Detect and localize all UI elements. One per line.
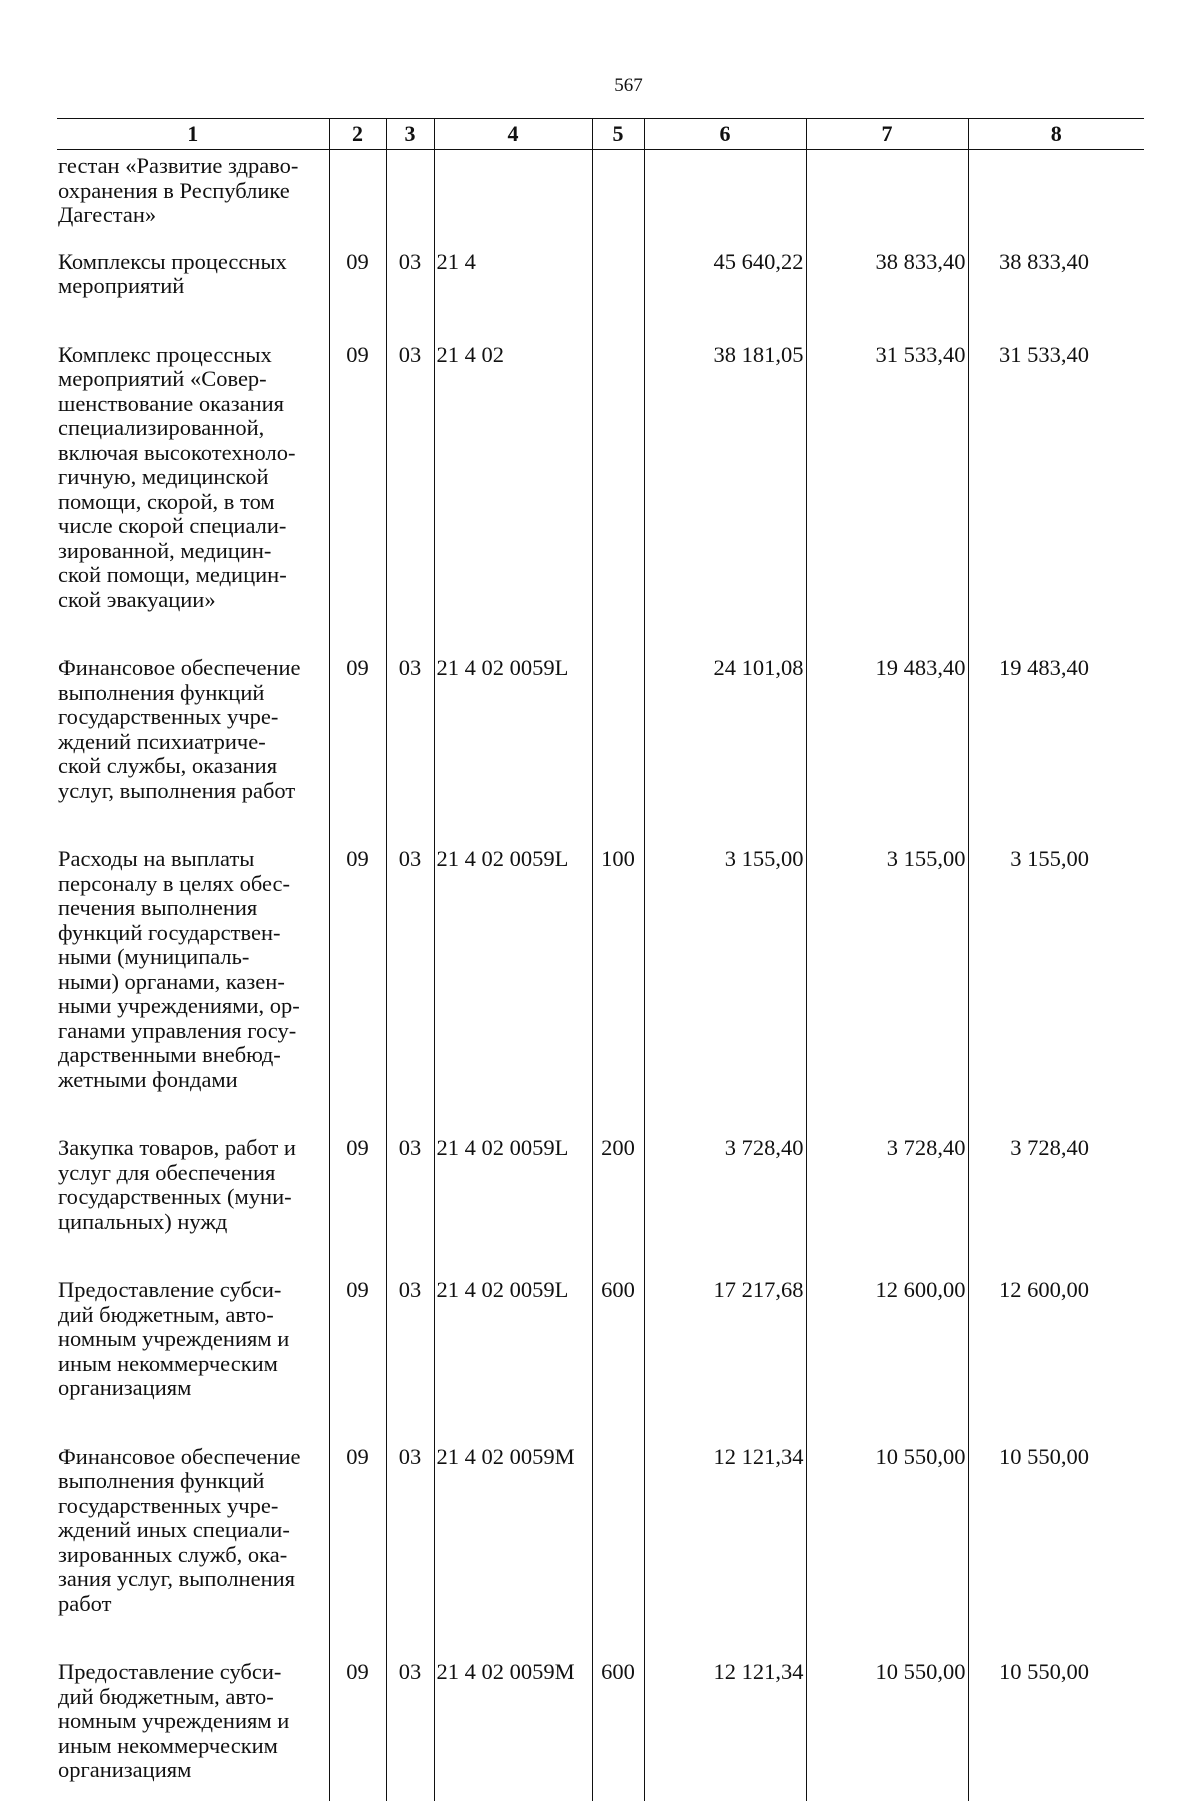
- amount-col8-cell: 38 833,40: [968, 236, 1144, 329]
- column-header: 4: [434, 119, 592, 150]
- article-code-cell: 21 4 02 0059M: [434, 1646, 592, 1801]
- subsection-code-cell: 03: [386, 642, 434, 833]
- section-code-cell: [329, 150, 386, 236]
- amount-col7-cell: 10 550,00: [806, 1431, 968, 1647]
- table-body: [57, 150, 1144, 1801]
- amount-col7-cell: 10 550,00: [806, 1646, 968, 1801]
- amount-col7-cell: 3 728,40: [806, 1122, 968, 1264]
- expense-type-cell: 100: [592, 833, 644, 1122]
- subsection-code-cell: [386, 150, 434, 236]
- column-header: 3: [386, 119, 434, 150]
- article-code-cell: 21 4 02 0059L: [434, 642, 592, 833]
- table-row: [57, 642, 1144, 833]
- amount-col6-cell: 3 155,00: [644, 833, 806, 1122]
- amount-col6-cell: 12 121,34: [644, 1431, 806, 1647]
- column-header: 2: [329, 119, 386, 150]
- page-number: 567: [614, 75, 643, 96]
- table-row: [57, 150, 1144, 236]
- section-code-cell: 09: [329, 329, 386, 643]
- expense-type-cell: [592, 1431, 644, 1647]
- amount-col8-cell: 10 550,00: [968, 1646, 1144, 1801]
- row-name-cell: Комплексы процессных мероприятий: [57, 236, 329, 329]
- amount-col7-cell: 38 833,40: [806, 236, 968, 329]
- amount-col6-cell: 45 640,22: [644, 236, 806, 329]
- article-code-cell: [434, 150, 592, 236]
- amount-col8-cell: 19 483,40: [968, 642, 1144, 833]
- budget-table: [57, 118, 1144, 1801]
- subsection-code-cell: 03: [386, 1122, 434, 1264]
- row-name-cell: Комплекс процессных мероприятий «Совер- шенствование оказания специализированной, включая высокотехноло- гичную, медицинской помощи, скорой, в том числе скорой специали- зированной, медицин- ской помощи, медицин- ской эвакуации»: [57, 329, 329, 643]
- expense-type-cell: [592, 236, 644, 329]
- section-code-cell: 09: [329, 1646, 386, 1801]
- subsection-code-cell: 03: [386, 236, 434, 329]
- section-code-cell: 09: [329, 236, 386, 329]
- subsection-code-cell: 03: [386, 833, 434, 1122]
- article-code-cell: 21 4: [434, 236, 592, 329]
- budget-table-container: [57, 118, 1144, 1801]
- article-code-cell: 21 4 02 0059L: [434, 1122, 592, 1264]
- column-header: 6: [644, 119, 806, 150]
- section-code-cell: 09: [329, 1264, 386, 1431]
- row-name-cell: Предоставление субси- дий бюджетным, авто- номным учреждениям и иным некоммерческим организациям: [57, 1646, 329, 1801]
- expense-type-cell: 600: [592, 1646, 644, 1801]
- amount-col6-cell: 17 217,68: [644, 1264, 806, 1431]
- expense-type-cell: [592, 329, 644, 643]
- expense-type-cell: [592, 642, 644, 833]
- row-name-cell: Предоставление субси- дий бюджетным, авто- номным учреждениям и иным некоммерческим организациям: [57, 1264, 329, 1431]
- amount-col8-cell: 12 600,00: [968, 1264, 1144, 1431]
- expense-type-cell: 600: [592, 1264, 644, 1431]
- section-code-cell: 09: [329, 1431, 386, 1647]
- row-name-cell: Закупка товаров, работ и услуг для обеспечения государственных (муни- ципальных) нужд: [57, 1122, 329, 1264]
- table-row: [57, 833, 1144, 1122]
- subsection-code-cell: 03: [386, 1264, 434, 1431]
- article-code-cell: 21 4 02 0059L: [434, 1264, 592, 1431]
- amount-col6-cell: [644, 150, 806, 236]
- row-name-cell: Финансовое обеспечение выполнения функций государственных учре- ждений психиатриче- ской службы, оказания услуг, выполнения работ: [57, 642, 329, 833]
- table-row: [57, 1122, 1144, 1264]
- section-code-cell: 09: [329, 833, 386, 1122]
- table-row: [57, 1264, 1144, 1431]
- table-header-row: [57, 119, 1144, 150]
- column-header: 1: [57, 119, 329, 150]
- column-header: 8: [968, 119, 1144, 150]
- article-code-cell: 21 4 02: [434, 329, 592, 643]
- subsection-code-cell: 03: [386, 1646, 434, 1801]
- section-code-cell: 09: [329, 1122, 386, 1264]
- column-header: 5: [592, 119, 644, 150]
- amount-col7-cell: 19 483,40: [806, 642, 968, 833]
- amount-col8-cell: 3 728,40: [968, 1122, 1144, 1264]
- amount-col7-cell: [806, 150, 968, 236]
- amount-col7-cell: 3 155,00: [806, 833, 968, 1122]
- table-row: [57, 1431, 1144, 1647]
- table-row: [57, 1646, 1144, 1801]
- article-code-cell: 21 4 02 0059M: [434, 1431, 592, 1647]
- row-name-cell: гестан «Развитие здраво- охранения в Республике Дагестан»: [57, 150, 329, 236]
- amount-col6-cell: 24 101,08: [644, 642, 806, 833]
- amount-col8-cell: 31 533,40: [968, 329, 1144, 643]
- amount-col8-cell: [968, 150, 1144, 236]
- subsection-code-cell: 03: [386, 329, 434, 643]
- section-code-cell: 09: [329, 642, 386, 833]
- amount-col7-cell: 12 600,00: [806, 1264, 968, 1431]
- amount-col7-cell: 31 533,40: [806, 329, 968, 643]
- table-row: [57, 236, 1144, 329]
- amount-col8-cell: 10 550,00: [968, 1431, 1144, 1647]
- amount-col6-cell: 12 121,34: [644, 1646, 806, 1801]
- amount-col8-cell: 3 155,00: [968, 833, 1144, 1122]
- expense-type-cell: 200: [592, 1122, 644, 1264]
- subsection-code-cell: 03: [386, 1431, 434, 1647]
- amount-col6-cell: 3 728,40: [644, 1122, 806, 1264]
- table-row: [57, 329, 1144, 643]
- expense-type-cell: [592, 150, 644, 236]
- row-name-cell: Расходы на выплаты персоналу в целях обес- печения выполнения функций государствен- ными (муниципаль- ными) органами, казен- ными учреждениями, ор- ганами управления госу- дарственными внебюд- жетными фондами: [57, 833, 329, 1122]
- article-code-cell: 21 4 02 0059L: [434, 833, 592, 1122]
- amount-col6-cell: 38 181,05: [644, 329, 806, 643]
- column-header: 7: [806, 119, 968, 150]
- row-name-cell: Финансовое обеспечение выполнения функций государственных учре- ждений иных специали- зированных служб, ока- зания услуг, выполнения работ: [57, 1431, 329, 1647]
